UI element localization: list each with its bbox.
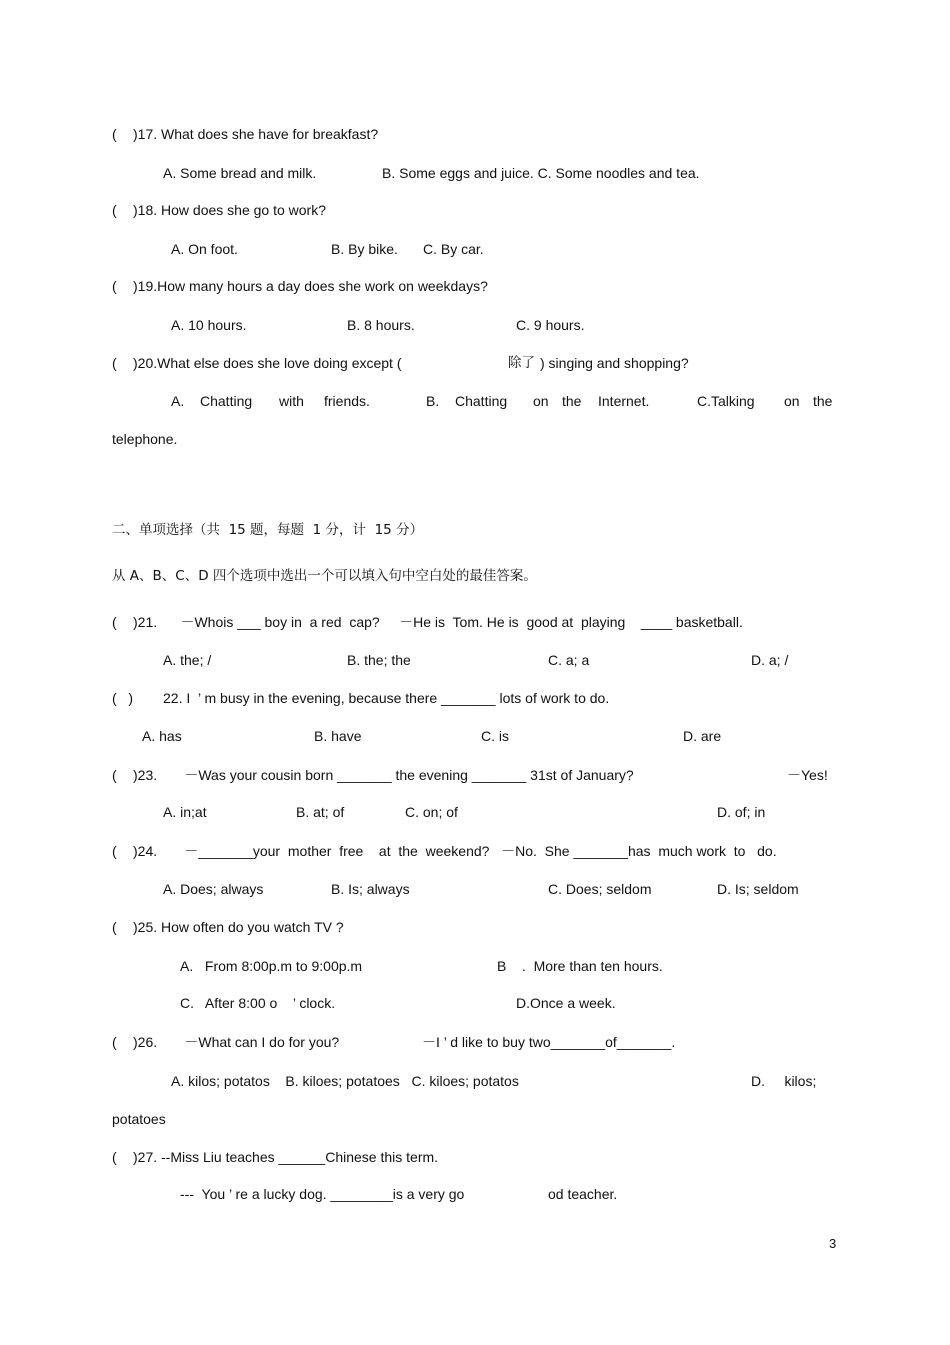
q24-stem: )24. －_______your mother free at the weekend? －No. She _______has much work to do. [133, 843, 777, 859]
q24-option-a: A. Does; always [163, 881, 264, 897]
q20-option-a-word: Chatting [200, 393, 253, 409]
q17-stem: )17. What does she have for breakfast? [133, 126, 379, 142]
q25-stem: )25. How often do you watch TV ? [133, 919, 344, 935]
q22-option-c: C. is [481, 728, 509, 744]
q26-stem-tail: －I ’ d like to buy two_______of_______. [422, 1034, 676, 1050]
q19-paren: ( [112, 278, 117, 294]
q25-option-d: D.Once a week. [516, 995, 616, 1011]
q19-stem: )19.How many hours a day does she work on weekdays? [133, 278, 488, 294]
q27-dialogue-line: --- You ’ re a lucky dog. ________is a very go [180, 1186, 465, 1202]
q20-stem-part1: )20.What else does she love doing except ( [133, 355, 402, 371]
q27-dialogue-line-end: od teacher. [548, 1186, 618, 1202]
q18-option-a: A. On foot. [171, 241, 238, 257]
q21-option-c: C. a; a [548, 652, 590, 668]
q20-option-b-word: B. [426, 393, 440, 409]
q23-paren: ( [112, 767, 117, 783]
q20-option-c-word: the [813, 393, 833, 409]
q26-option-d: D. kilos; [751, 1073, 817, 1089]
q22-option-d: D. are [683, 728, 722, 744]
section-instruction: 从 A、B、C、D 四个选项中选出一个可以填入句中空白处的最佳答案。 [112, 568, 537, 584]
q27-stem: )27. --Miss Liu teaches ______Chinese this term. [133, 1149, 439, 1165]
q20-option-b-word: Chatting [455, 393, 508, 409]
q23-option-c: C. on; of [405, 804, 458, 820]
q24-option-b: B. Is; always [331, 881, 410, 897]
q23-option-d: D. of; in [717, 804, 766, 820]
q21-option-b: B. the; the [347, 652, 411, 668]
q26-paren: ( [112, 1034, 117, 1050]
q27-paren: ( [112, 1149, 117, 1165]
q21-paren: ( [112, 614, 117, 630]
q17-option-bc: B. Some eggs and juice. C. Some noodles and tea. [382, 165, 700, 181]
q18-option-c: C. By car. [423, 241, 484, 257]
q19-option-c: C. 9 hours. [516, 317, 585, 333]
q24-option-c: C. Does; seldom [548, 881, 652, 897]
q20-option-c-word: C.Talking [697, 393, 755, 409]
q20-option-b-word: on [533, 393, 549, 409]
page-number: 3 [829, 1236, 837, 1251]
q22-option-b: B. have [314, 728, 362, 744]
q20-option-c-continued: telephone. [112, 431, 178, 447]
q17-option-a: A. Some bread and milk. [163, 165, 317, 181]
q25-option-a: A. From 8:00p.m to 9:00p.m [180, 958, 363, 974]
q21-option-d: D. a; / [751, 652, 789, 668]
q18-stem: )18. How does she go to work? [133, 202, 326, 218]
q22-option-a: A. has [142, 728, 182, 744]
q20-stem-chinese: 除了 [508, 355, 535, 371]
q25-option-c: C. After 8:00 o ’ clock. [180, 995, 336, 1011]
q20-option-b-word: the [562, 393, 582, 409]
q20-option-b-word: Internet. [598, 393, 650, 409]
q20-option-a-word: friends. [324, 393, 370, 409]
section-title: 二、单项选择（共 15 题，每题 1 分，计 15 分） [112, 522, 424, 538]
q25-option-b: B . More than ten hours. [497, 958, 663, 974]
q23-option-b: B. at; of [296, 804, 345, 820]
q24-option-d: D. Is; seldom [717, 881, 799, 897]
q22-paren: ( ) [112, 690, 133, 706]
q24-paren: ( [112, 843, 117, 859]
q19-option-b: B. 8 hours. [347, 317, 415, 333]
q20-stem-part2: ) singing and shopping? [540, 355, 689, 371]
q23-option-a: A. in;at [163, 804, 207, 820]
q20-option-c-word: on [784, 393, 800, 409]
q23-stem: )23. －Was your cousin born _______ the evening _______ 31st of January? [133, 767, 634, 783]
q25-paren: ( [112, 919, 117, 935]
q20-option-a-word: A. [171, 393, 185, 409]
q18-paren: ( [112, 202, 117, 218]
q26-option-abc: A. kilos; potatos B. kiloes; potatoes C. kiloes; potatos [171, 1073, 519, 1089]
q26-stem: )26. －What can I do for you? [133, 1034, 340, 1050]
q23-stem-tail: －Yes! [787, 767, 828, 783]
q21-option-a: A. the; / [163, 652, 212, 668]
q18-option-b: B. By bike. [331, 241, 398, 257]
q20-paren: ( [112, 355, 117, 371]
q22-stem: 22. I ’ m busy in the evening, because there _______ lots of work to do. [163, 690, 610, 706]
q26-option-d-continued: potatoes [112, 1111, 166, 1127]
q21-stem: )21. －Whois ___ boy in a red cap? －He is Tom. He is good at playing ____ basketball. [133, 614, 743, 630]
q19-option-a: A. 10 hours. [171, 317, 247, 333]
q17-paren: ( [112, 126, 117, 142]
q20-option-a-word: with [279, 393, 304, 409]
